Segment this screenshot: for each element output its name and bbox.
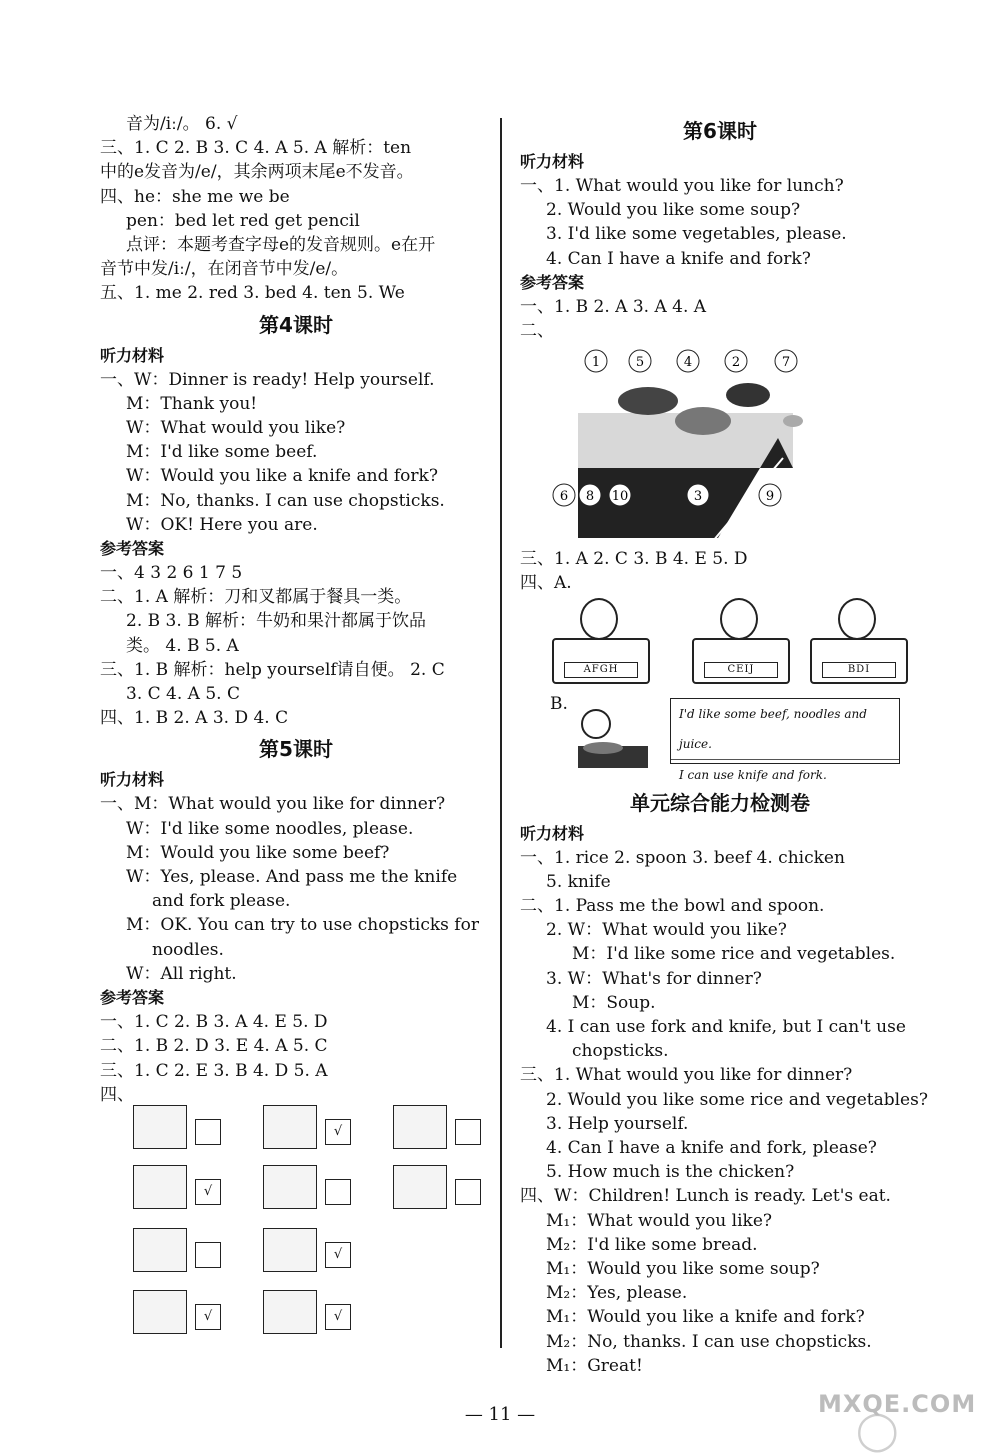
number-circle-label: 9 [765, 489, 775, 505]
text-line: M：I'd like some rice and vegetables. [572, 944, 896, 965]
number-circle-label: 8 [585, 489, 595, 505]
tray [692, 638, 790, 684]
section-label: 听力材料 [520, 152, 585, 171]
number-circle-label: 7 [781, 355, 791, 371]
text-line: 三、1. C 2. E 3. B 4. D 5. A [100, 1060, 328, 1081]
text-line: 音为/iː/。 6. √ [126, 114, 238, 134]
number-circle-label: 3 [693, 489, 703, 505]
text-line: 一、W：Dinner is ready! Help yourself. [100, 369, 435, 390]
fork-picture [133, 1290, 187, 1334]
answer-checkbox [195, 1119, 221, 1145]
text-line: 类。 4. B 5. A [126, 635, 239, 656]
tray [810, 638, 908, 684]
spoon-picture [133, 1228, 187, 1272]
chicken-plate [726, 383, 770, 407]
text-line: 三、1. C 2. B 3. C 4. A 5. A 解析：ten [100, 138, 412, 159]
text-line: 四、1. B 2. A 3. D 4. C [100, 708, 289, 729]
section-label: 参考答案 [100, 988, 165, 1008]
text-line: 二、1. A 解析：刀和叉都属于餐具一类。 [100, 587, 412, 608]
child-face-icon [838, 598, 876, 640]
text-line: chopsticks. [572, 1041, 669, 1062]
lesson-heading: 单元综合能力检测卷 [630, 790, 810, 815]
chicken-plate-picture [263, 1165, 317, 1209]
text-line: W：OK! Here you are. [126, 514, 318, 535]
text-line: 一、1. C 2. B 3. A 4. E 5. D [100, 1012, 328, 1033]
tray [552, 638, 650, 684]
text-line: M₁：Great! [546, 1355, 643, 1376]
number-circle-label: 6 [559, 489, 569, 505]
text-line: 点评：本题考查字母e的发音规则。e在开 [126, 235, 436, 256]
text-line: 三、1. What would you like for dinner? [520, 1065, 853, 1086]
text-line: 五、1. me 2. red 3. bed 4. ten 5. We [100, 283, 405, 304]
text-line: 5. How much is the chicken? [546, 1162, 795, 1183]
text-line: 一、1. What would you like for lunch? [520, 176, 844, 196]
bread-plate-picture [263, 1105, 317, 1149]
text-line: M：I'd like some beef. [126, 442, 318, 463]
text-line: noodles. [152, 939, 224, 960]
text-line: 二、1. Pass me the bowl and spoon. [520, 896, 825, 917]
text-line: 二、 [520, 321, 554, 342]
number-circle-label: 2 [731, 355, 741, 371]
speech-line-2: I can use knife and fork. [679, 767, 827, 782]
right-column [520, 112, 928, 1378]
text-line: 2. W：What would you like? [546, 920, 787, 941]
section-label: 参考答案 [520, 272, 585, 292]
trays-row [520, 596, 920, 692]
text-line: M：Would you like some beef? [126, 842, 390, 863]
watermark-logo: ◯ [856, 1408, 899, 1452]
text-line: W：Would you like a knife and fork? [126, 466, 438, 487]
text-line: and fork please. [152, 891, 291, 912]
number-circle-label: 1 [591, 355, 601, 371]
number-circle-label: 10 [611, 489, 629, 505]
section-label: 听力材料 [100, 345, 165, 365]
fish-plate-picture [133, 1165, 187, 1209]
section-label: 听力材料 [100, 770, 165, 790]
text-line: 三、1. B 解析：help yourself请自便。 2. C [100, 659, 445, 680]
answer-checkbox: √ [195, 1304, 221, 1330]
left-column [100, 112, 492, 1107]
answer-checkbox: √ [325, 1119, 351, 1145]
section-b [520, 692, 920, 784]
text-line: 四、 [100, 1084, 134, 1105]
text-line: M：OK. You can try to use chopsticks for [126, 915, 479, 936]
text-line: M₂：I'd like some bread. [546, 1234, 758, 1255]
text-line: 四、he：she me we be [100, 186, 290, 207]
hot-soup-picture [393, 1165, 447, 1209]
text-line: M₁：What would you like? [546, 1210, 773, 1231]
chopsticks-picture [263, 1228, 317, 1272]
text-line: 2. Would you like some soup? [546, 200, 801, 221]
noodles-plate-picture [133, 1105, 187, 1149]
text-line: 3. Help yourself. [546, 1113, 689, 1134]
answer-checkbox [455, 1119, 481, 1145]
text-line: 音节中发/iː/，在闭音节中发/e/。 [100, 259, 349, 280]
speech-bubble [670, 698, 900, 782]
text-line: 4. I can use fork and knife, but I can't use [546, 1017, 906, 1038]
text-line: M₁：Would you like some soup? [546, 1259, 820, 1280]
text-line: 一、1. rice 2. spoon 3. beef 4. chicken [520, 847, 845, 868]
dinner-table-illustration [548, 343, 808, 543]
lesson-heading: 第4课时 [259, 312, 333, 337]
text-line: 二、1. B 2. D 3. E 4. A 5. C [100, 1036, 328, 1057]
text-line: M₁：Would you like a knife and fork? [546, 1307, 865, 1328]
text-line: 4. Can I have a knife and fork, please? [546, 1138, 877, 1159]
answer-checkbox: √ [195, 1179, 221, 1205]
tray-group [692, 596, 788, 688]
text-line: M₂：Yes, please. [546, 1283, 688, 1304]
tray-group [552, 596, 648, 688]
section-label: 参考答案 [100, 539, 165, 559]
text-line: M：No, thanks. I can use chopsticks. [126, 490, 445, 511]
text-line: 2. B 3. B 解析：牛奶和果汁都属于饮品 [126, 611, 427, 632]
text-line: 四、A. [520, 573, 572, 594]
number-circle-label: 4 [683, 355, 693, 371]
watermark-text: MXQE.COM [818, 1390, 977, 1418]
child-face-icon [720, 598, 758, 640]
boy-eating-icon [568, 706, 658, 776]
salad-bowl [675, 407, 731, 435]
text-line: 3. W：What's for dinner? [546, 968, 762, 989]
answer-checkbox [455, 1179, 481, 1205]
knife-picture [263, 1290, 317, 1334]
page-number: — 11 — [464, 1404, 536, 1425]
text-line: 5. knife [546, 871, 611, 892]
column-divider [500, 118, 502, 1348]
text-line: M₂：No, thanks. I can use chopsticks. [546, 1331, 872, 1352]
label-b: B. [550, 693, 568, 714]
text-line: M：Soup. [572, 992, 656, 1013]
section-label: 听力材料 [520, 823, 585, 843]
text-line: W：Yes, please. And pass me the knife [126, 867, 458, 888]
text-line: W：What would you like? [126, 418, 346, 439]
text-line: W：I'd like some noodles, please. [126, 818, 414, 839]
tray-label: BDI [822, 662, 896, 678]
answer-checkbox [325, 1179, 351, 1205]
text-line: 3. I'd like some vegetables, please. [546, 224, 847, 245]
answer-checkbox: √ [325, 1242, 351, 1268]
child-face-icon [580, 598, 618, 640]
text-line: W：All right. [126, 963, 237, 984]
answer-checkbox [195, 1242, 221, 1268]
tray-group [810, 596, 906, 688]
text-line: 4. Can I have a knife and fork? [546, 248, 811, 269]
text-line: 2. Would you like some rice and vegetables? [546, 1089, 928, 1110]
text-line: 一、4 3 2 6 1 7 5 [100, 563, 243, 584]
text-line: M：Thank you! [126, 393, 258, 414]
text-line: 一、1. B 2. A 3. A 4. A [520, 296, 707, 317]
lesson-heading: 第6课时 [683, 119, 757, 143]
lesson-heading: 第5课时 [259, 737, 333, 762]
speech-line-1: I'd like some beef, noodles and juice. [671, 699, 899, 760]
tray-label: CEIJ [704, 662, 778, 678]
tray-label: AFGH [564, 662, 638, 678]
text-line: 一、M：What would you like for dinner? [100, 794, 446, 815]
text-line: 3. C 4. A 5. C [126, 684, 240, 705]
soup-pot [618, 387, 678, 415]
answer-checkbox: √ [325, 1304, 351, 1330]
text-line: 三、1. A 2. C 3. B 4. E 5. D [520, 549, 748, 570]
text-line: pen：bed let red get pencil [126, 210, 360, 231]
number-circle-label: 5 [635, 355, 645, 371]
soup-bowl-picture [393, 1105, 447, 1149]
text-line: 中的e发音为/e/，其余两项末尾e不发音。 [100, 162, 414, 183]
text-line: 四、W：Children! Lunch is ready. Let's eat. [520, 1186, 891, 1207]
